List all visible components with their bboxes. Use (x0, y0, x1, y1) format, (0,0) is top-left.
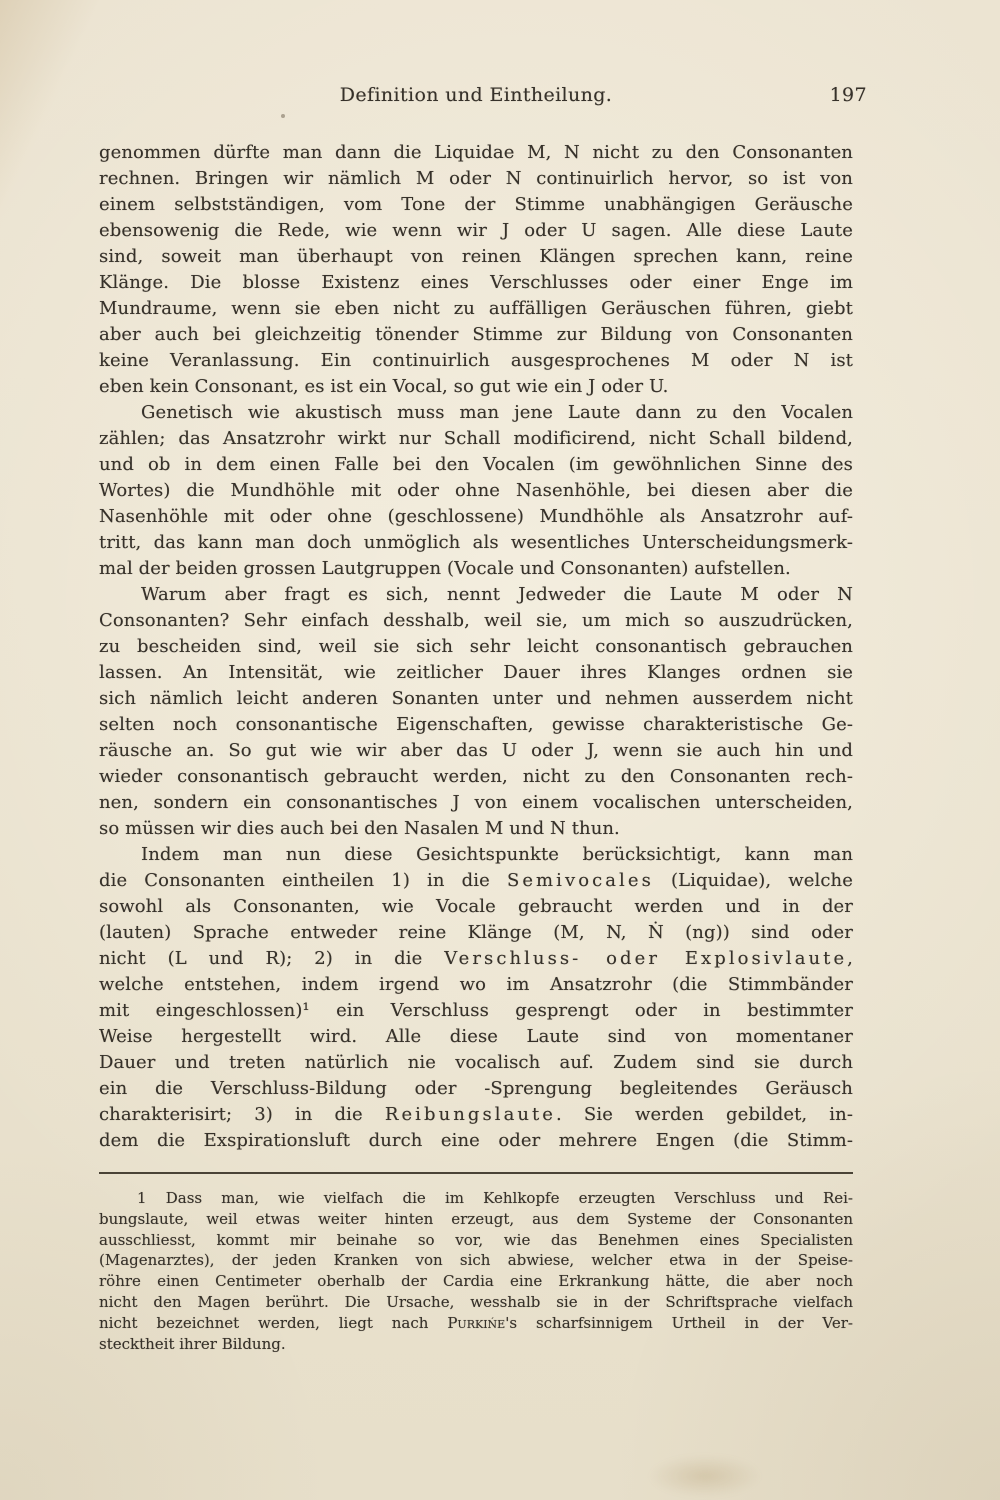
body-text-line: (lauten) Sprache entweder reine Klänge (M, N, Ṅ (ng)) sind oder (99, 922, 853, 943)
body-text-line: Weise hergestellt wird. Alle diese Laute sind von momentaner (99, 1026, 853, 1047)
paragraph (99, 400, 853, 582)
footnote-line: bungslaute, weil etwas weiter hinten erzeugt, aus dem Systeme der Consonanten (99, 1209, 853, 1228)
footnote-text (99, 1188, 853, 1354)
body-text-line: sind, soweit man überhaupt von reinen Klängen sprechen kann, reine (99, 246, 853, 267)
body-text-line (99, 868, 853, 894)
body-text-line: tritt, das kann man doch unmöglich als wesentliches Unterscheidungsmerk- (99, 532, 853, 553)
body-text-line: zu bescheiden sind, weil sie sich sehr leicht consonantisch gebrauchen (99, 636, 853, 657)
body-text-line: ein die Verschluss-Bildung oder -Sprengung begleitendes Geräusch (99, 1078, 853, 1099)
body-text-line: Consonanten? Sehr einfach desshalb, weil sie, um mich so auszudrücken, (99, 610, 853, 631)
footnote-line: röhre einen Centimeter oberhalb der Cardia eine Erkrankung hätte, die aber noch (99, 1272, 853, 1291)
running-header (99, 84, 867, 110)
paragraph (99, 582, 853, 842)
line-segment: charakterisirt; 3) in die (99, 1104, 385, 1125)
body-text-line: zählen; das Ansatzrohr wirkt nur Schall modificirend, nicht Schall bildend, (99, 428, 853, 449)
page-body-text (99, 140, 853, 1154)
body-text-line: ebensowenig die Rede, wie wenn wir J oder U sagen. Alle diese Laute (99, 220, 853, 241)
line-segment: nicht bezeichnet werden, liegt nach (99, 1313, 448, 1332)
body-text-line: Dauer und treten natürlich nie vocalisch auf. Zudem sind sie durch (99, 1052, 853, 1073)
body-text-line: selten noch consonantische Eigenschaften, gewisse charakteristische Ge- (99, 714, 853, 735)
line-segment: , (847, 948, 853, 969)
body-text-line: keine Veranlassung. Ein continuirlich ausgesprochenes M oder N ist (99, 350, 853, 371)
line-segment: die Consonanten eintheilen 1) in die (99, 870, 507, 891)
person-name-smallcaps: Purkińe (447, 1313, 506, 1332)
body-text-line (99, 1102, 853, 1128)
body-text-line: Nasenhöhle mit oder ohne (geschlossene) Mundhöhle als Ansatzrohr auf- (99, 506, 853, 527)
body-text-line: Indem man nun diese Gesichtspunkte berücksichtigt, kann man (141, 844, 853, 865)
body-text-line: wieder consonantisch gebraucht werden, nicht zu den Consonanten rech- (99, 766, 853, 787)
body-text-line: Warum aber fragt es sich, nennt Jedweder die Laute M oder N (141, 584, 853, 605)
body-text-line: genommen dürfte man dann die Liquidae M, N nicht zu den Consonanten (99, 142, 853, 163)
body-text-line: Wortes) die Mundhöhle mit oder ohne Nasenhöhle, bei diesen aber die (99, 480, 853, 501)
footnote-line: nicht den Magen berührt. Die Ursache, wesshalb sie in der Schriftsprache vielfach (99, 1292, 853, 1311)
body-text-line: und ob in dem einen Falle bei den Vocalen (im gewöhnlichen Sinne des (99, 454, 853, 475)
footnote-line (99, 1313, 853, 1334)
body-text-line: Genetisch wie akustisch muss man jene Laute dann zu den Vocalen (141, 402, 853, 423)
body-text-line (99, 946, 853, 972)
line-segment: . Sie werden gebildet, in- (556, 1104, 853, 1125)
running-header-title: Definition und Eintheilung. (339, 84, 613, 106)
body-text-line: sowohl als Consonanten, wie Vocale gebraucht werden und in der (99, 896, 853, 917)
body-text-line: mit eingeschlossen)¹ ein Verschluss gesprengt oder in bestimmter (99, 1000, 853, 1021)
letterspaced-term: Semivocales (506, 870, 654, 891)
body-text-line: einem selbstständigen, vom Tone der Stimme unabhängigen Geräusche (99, 194, 853, 215)
body-text-line: welche entstehen, indem irgend wo im Ansatzrohr (die Stimmbänder (99, 974, 853, 995)
paragraph (99, 140, 853, 400)
body-text-line: Mundraume, wenn sie eben nicht zu auffälligen Geräuschen führen, giebt (99, 298, 853, 319)
body-text-line: nen, sondern ein consonantisches J von einem vocalischen unterscheiden, (99, 792, 853, 813)
scan-speck (281, 114, 285, 118)
line-segment: 's scharfsinnigem Urtheil in der Ver- (505, 1313, 853, 1332)
line-segment: (Liquidae), welche (653, 870, 853, 891)
body-text-line: sich nämlich leicht anderen Sonanten unter und nehmen ausserdem nicht (99, 688, 853, 709)
body-text-line: dem die Exspirationsluft durch eine oder mehrere Engen (die Stimm- (99, 1130, 853, 1151)
body-text-line: lassen. An Intensität, wie zeitlicher Dauer ihres Klanges ordnen sie (99, 662, 853, 683)
body-text-line: so müssen wir dies auch bei den Nasalen M und N thun. (99, 818, 620, 839)
paper-stain (630, 1448, 780, 1500)
body-text-line: räusche an. So gut wie wir aber das U oder J, wenn sie auch hin und (99, 740, 853, 761)
body-text-line: mal der beiden grossen Lautgruppen (Vocale und Consonanten) aufstellen. (99, 558, 791, 579)
body-text-line: rechnen. Bringen wir nämlich M oder N continuirlich hervor, so ist von (99, 168, 853, 189)
body-text-line: aber auch bei gleichzeitig tönender Stimme zur Bildung von Consonanten (99, 324, 853, 345)
line-segment: nicht (L und R); 2) in die (99, 948, 445, 969)
footnote-line: ausschliesst, kommt mir beinahe so vor, wie das Benehmen eines Specialisten (99, 1230, 853, 1249)
body-text-line: eben kein Consonant, es ist ein Vocal, so gut wie ein J oder U. (99, 376, 669, 397)
letterspaced-term: Verschluss- oder Explosivlaute (444, 948, 848, 969)
page-number: 197 (829, 84, 867, 106)
footnote-line: (Magenarztes), der jeden Kranken von sich abwiese, welcher etwa in der Speise- (99, 1251, 853, 1270)
footnote-separator (99, 1172, 853, 1174)
paragraph (99, 842, 853, 1154)
body-text-line: Klänge. Die blosse Existenz eines Verschlusses oder einer Enge im (99, 272, 853, 293)
footnote-line: stecktheit ihrer Bildung. (99, 1334, 286, 1353)
letterspaced-term: Reibungslaute (384, 1104, 557, 1125)
footnote-line: 1 Dass man, wie vielfach die im Kehlkopfe erzeugten Verschluss und Rei- (137, 1189, 853, 1207)
